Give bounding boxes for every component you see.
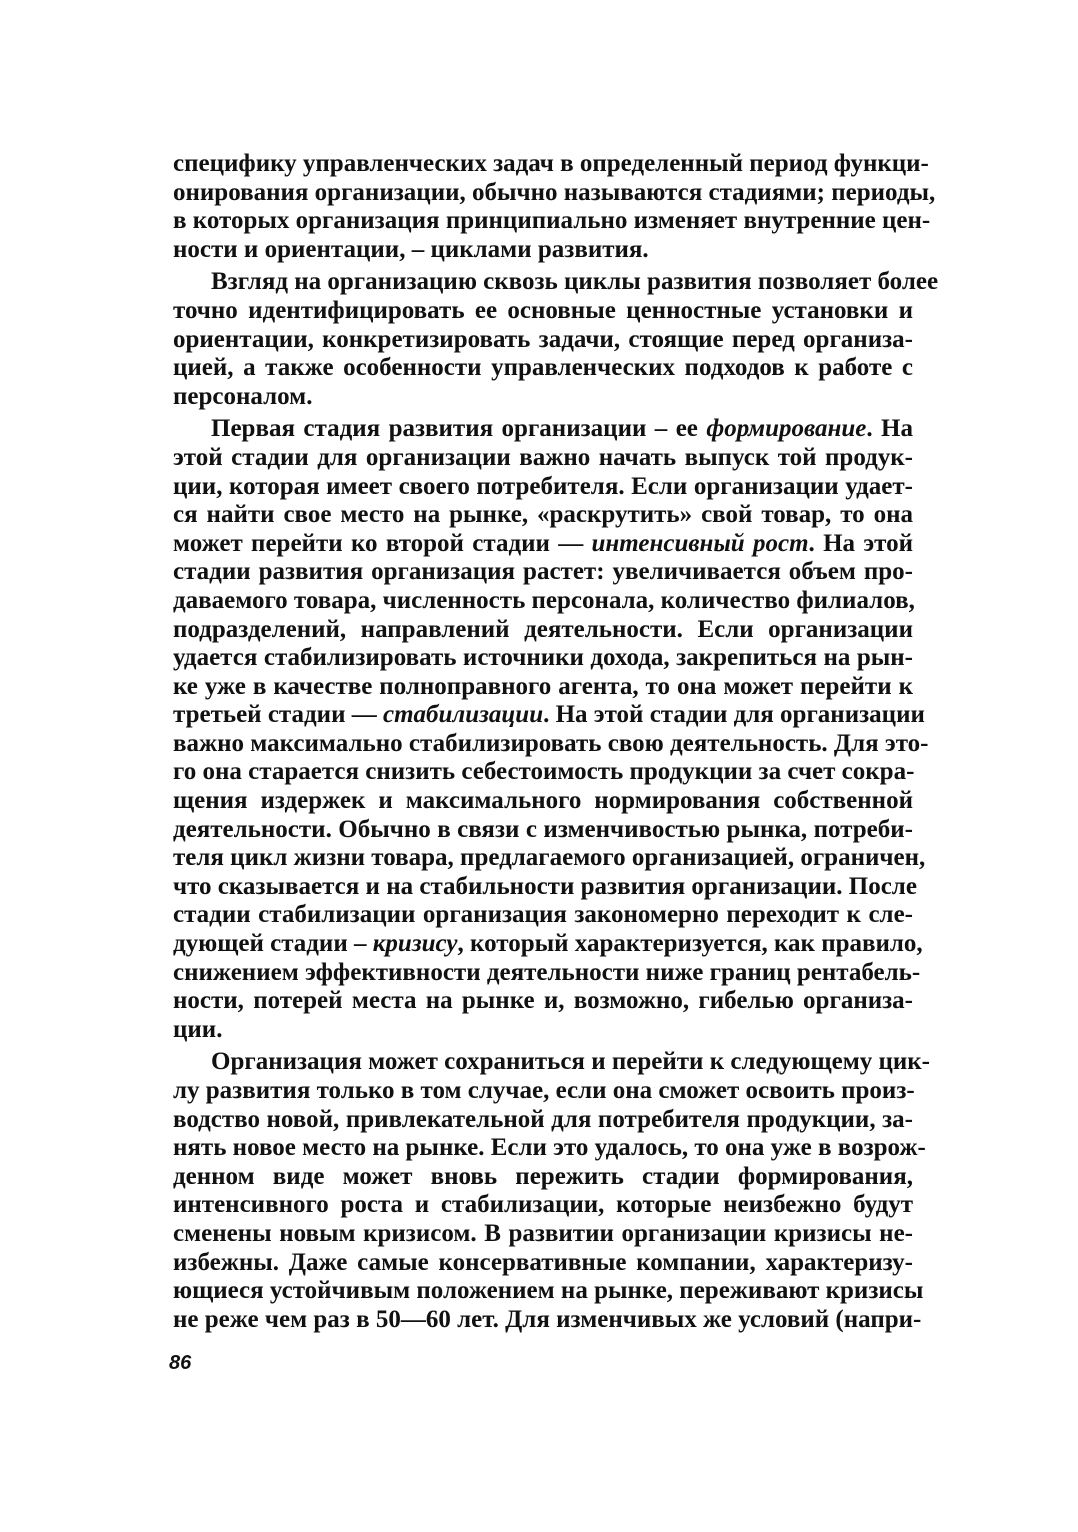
- text-segment: Первая стадия развития организации – ее: [211, 415, 707, 443]
- text-segment: ориентации, конкретизировать задачи, стоящие перед организа-: [173, 325, 913, 353]
- text-segment: , который характеризуется, как правило,: [457, 930, 923, 958]
- text-segment: ции.: [173, 1015, 223, 1043]
- italic-term: формирование: [706, 415, 867, 443]
- text-line: [173, 1249, 913, 1278]
- text-segment: сменены новым кризисом. В развитии организации кризисы не-: [173, 1219, 913, 1247]
- text-segment: важно максимально стабилизировать свою деятельность. Для это-: [173, 729, 929, 757]
- text-segment: денном виде может вновь пережить стадии формирования,: [173, 1162, 913, 1190]
- text-segment: нять новое место на рынке. Если это удалось, то она уже в возрож-: [173, 1134, 926, 1162]
- text-line: [173, 383, 913, 412]
- text-line: [173, 787, 913, 816]
- text-line: [173, 930, 923, 959]
- italic-term: стабилизации: [382, 701, 544, 729]
- paragraph: [173, 1048, 931, 1334]
- text-segment: го она старается снизить себестоимость продукции за счет сокра-: [173, 758, 915, 786]
- text-line: [173, 178, 936, 208]
- text-line: [173, 901, 913, 930]
- text-line: [173, 326, 913, 355]
- text-line: [173, 1077, 913, 1106]
- text-segment: даваемого товара, численность персонала, количество филиалов,: [173, 586, 915, 614]
- text-line: [173, 150, 929, 179]
- text-line: [173, 587, 913, 616]
- text-segment: стадии стабилизации организация закономерно переходит к сле-: [173, 901, 913, 929]
- paragraph: [173, 415, 929, 1044]
- text-line: [173, 844, 926, 873]
- text-segment: удается стабилизировать источники дохода, закрепиться на рын-: [173, 644, 913, 672]
- text-line: [173, 236, 913, 265]
- text-segment: ции, которая имеет своего потребителя. Если организации удает-: [173, 472, 913, 500]
- text-segment: этой стадии для организации важно начать выпуск той продук-: [173, 443, 913, 471]
- text-segment: снижением эффективности деятельности ниже границ рентабель-: [173, 958, 921, 986]
- text-segment: специфику управленческих задач в определенный период функци-: [173, 150, 929, 177]
- text-line: [173, 444, 913, 473]
- text-line: [173, 1305, 922, 1335]
- text-line: [173, 987, 913, 1016]
- italic-term: кризису: [372, 930, 458, 958]
- text-line: [173, 1048, 931, 1077]
- text-line: [173, 501, 913, 530]
- text-segment: лу развития только в том случае, если она сможет освоить произ-: [173, 1077, 915, 1104]
- text-segment: ке уже в качестве полноправного агента, то она может перейти к: [173, 672, 913, 700]
- text-line: [173, 673, 913, 702]
- text-segment: персоналом.: [173, 382, 313, 410]
- text-line: [173, 1016, 913, 1045]
- text-line: [173, 1106, 913, 1135]
- text-segment: подразделений, направлений деятельности. Если организации: [173, 615, 913, 643]
- text-segment: водство новой, привлекательной для потребителя продукции, за-: [173, 1105, 913, 1133]
- text-line: [173, 1134, 926, 1163]
- text-segment: стадии развития организация растет: увеличивается объем про-: [173, 558, 913, 586]
- text-segment: интенсивного роста и стабилизации, которые неизбежно будут: [173, 1191, 913, 1219]
- text-line: [173, 1220, 913, 1249]
- text-segment: что сказывается и на стабильности развития организации. После: [173, 872, 917, 900]
- text-segment: деятельности. Обычно в связи с изменчивостью рынка, потреби-: [173, 815, 913, 843]
- text-segment: щения издержек и максимального нормирования собственной: [173, 787, 913, 815]
- page-number: 86: [169, 1352, 192, 1374]
- text-segment: может перейти ко второй стадии —: [173, 529, 592, 557]
- text-segment: . На этой: [808, 529, 914, 557]
- text-segment: точно идентифицировать ее основные ценностные установки и: [173, 296, 913, 324]
- text-segment: в которых организация принципиально изменяет внутренние цен-: [173, 207, 931, 235]
- text-segment: Взгляд на организацию сквозь циклы развития позволяет более: [211, 268, 939, 296]
- text-line: [173, 558, 913, 587]
- text-line: [173, 1163, 913, 1192]
- text-line: [173, 616, 913, 645]
- text-line: [173, 701, 925, 730]
- text-line: [173, 1191, 913, 1220]
- text-line: [173, 530, 913, 559]
- text-segment: дующей стадии –: [173, 930, 373, 958]
- text-segment: ющиеся устойчивым положением на рынке, переживают кризисы: [173, 1277, 924, 1305]
- text-segment: теля цикл жизни товара, предлагаемого организацией, ограничен,: [173, 844, 926, 872]
- text-line: [173, 297, 913, 326]
- text-segment: ся найти свое место на рынке, «раскрутить» свой товар, то она: [173, 501, 913, 529]
- text-line: [173, 1277, 924, 1306]
- italic-term: интенсивный рост: [591, 529, 809, 557]
- text-line: [173, 758, 913, 787]
- text-segment: . На: [866, 415, 914, 443]
- text-segment: избежны. Даже самые консервативные компании, характеризу-: [173, 1248, 913, 1276]
- text-line: [173, 268, 939, 297]
- paragraph: [173, 268, 939, 411]
- text-line: [173, 207, 931, 236]
- text-line: [173, 729, 929, 759]
- text-segment: онирования организации, обычно называются стадиями; периоды,: [173, 178, 936, 206]
- text-segment: ности и ориентации, – циклами развития.: [173, 235, 649, 263]
- text-line: [173, 958, 921, 988]
- text-line: [173, 644, 913, 673]
- text-line: [173, 415, 913, 444]
- text-segment: не реже чем раз в 50—60 лет. Для изменчивых же условий (напри-: [173, 1305, 922, 1333]
- text-segment: цией, а также особенности управленческих подходов к работе с: [173, 354, 913, 382]
- page-body: [173, 150, 939, 1334]
- text-segment: третьей стадии —: [173, 701, 383, 729]
- text-segment: ности, потерей места на рынке и, возможно, гибелью организа-: [173, 987, 913, 1015]
- paragraph: [173, 150, 936, 264]
- text-line: [173, 816, 913, 845]
- text-line: [173, 872, 917, 902]
- text-segment: Организация может сохраниться и перейти к следующему цик-: [211, 1048, 931, 1076]
- text-segment: . На этой стадии для организации: [543, 701, 925, 729]
- text-line: [173, 354, 913, 383]
- text-line: [173, 473, 913, 502]
